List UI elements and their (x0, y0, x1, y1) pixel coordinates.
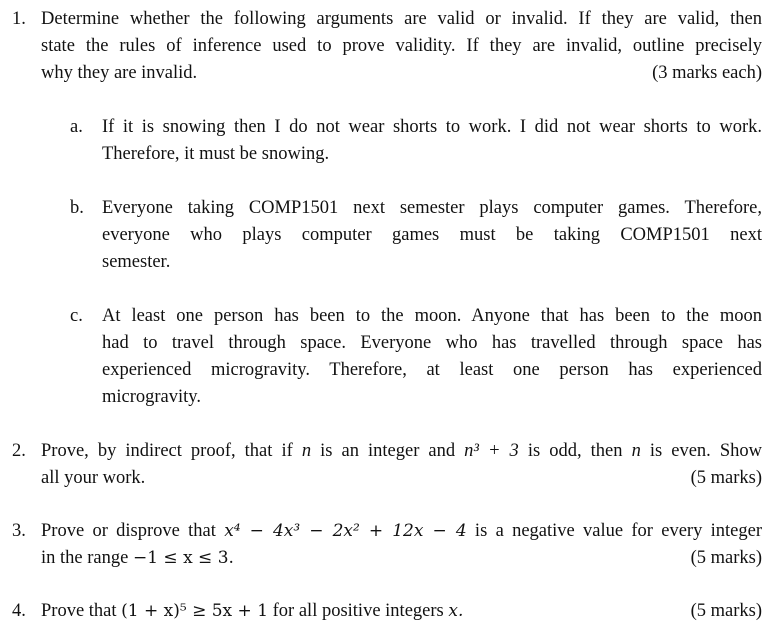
question-text-line: all your work. (41, 468, 146, 488)
question-number: 1. (12, 9, 26, 29)
question-text: is odd, then (518, 441, 632, 461)
part-text-line: Therefore, it must be snowing. (102, 144, 330, 164)
polynomial-expression: x⁴ − 4x³ − 2x² + 12x − 4 (224, 521, 467, 541)
question-last-line (41, 465, 762, 492)
question-text: in the range (41, 548, 133, 568)
question-1-part-c (70, 303, 762, 411)
marks-label: (5 marks) (690, 548, 762, 568)
question-last-line (41, 545, 762, 572)
question-3 (12, 518, 762, 572)
question-last-line (41, 598, 762, 625)
question-text-line: state the rules of inference used to prove validity. If they are invalid, outline precisely (41, 36, 762, 56)
question-text: Prove that (41, 601, 122, 621)
marks-label: (5 marks) (690, 468, 762, 488)
question-number: 3. (12, 521, 26, 541)
part-text-line: had to travel through space. Everyone who has travelled through space has (102, 333, 762, 353)
question-4 (12, 598, 762, 625)
part-text-line: experienced microgravity. Therefore, at least one person has experienced (102, 360, 762, 380)
question-1-part-b (70, 195, 762, 276)
question-2 (12, 438, 762, 492)
part-text-line: At least one person has been to the moon. Anyone that has been to the moon (102, 306, 762, 326)
variable-n: n (301, 441, 312, 461)
question-number: 4. (12, 601, 26, 621)
question-text: is an integer and (311, 441, 465, 461)
question-number: 2. (12, 441, 26, 461)
question-text: Prove, by indirect proof, that if (41, 441, 302, 461)
question-1 (12, 6, 762, 87)
inequality-expression: (1 + x)⁵ ≥ 5x + 1 (121, 601, 269, 621)
variable-n: n (631, 441, 641, 461)
marks-label: (5 marks) (690, 601, 762, 621)
question-text-line (41, 518, 762, 545)
part-letter: c. (70, 306, 83, 326)
question-last-line (41, 60, 762, 87)
cube-expression: n³ + 3 (464, 441, 519, 461)
range-expression: −1 ≤ x ≤ 3. (132, 548, 234, 568)
question-text: is a negative value for every integer (466, 521, 762, 541)
part-letter: b. (70, 198, 84, 218)
part-text-line: microgravity. (102, 387, 201, 407)
variable-x: x. (448, 601, 464, 621)
question-1-part-a (70, 114, 762, 168)
part-text-line: Everyone taking COMP1501 next semester plays computer games. Therefore, (102, 198, 762, 218)
question-text-line: Determine whether the following arguments are valid or invalid. If they are valid, then (41, 9, 762, 29)
question-text-line (41, 438, 762, 465)
question-text: is even. Show (640, 441, 762, 461)
question-text: for all positive integers (268, 601, 449, 621)
marks-label: (3 marks each) (652, 63, 762, 83)
question-text-line: why they are invalid. (41, 63, 198, 83)
question-text: Prove or disprove that (41, 521, 225, 541)
part-text-line: semester. (102, 252, 171, 272)
part-text-line: If it is snowing then I do not wear shorts to work. I did not wear shorts to work. (102, 117, 762, 137)
part-text-line: everyone who plays computer games must be taking COMP1501 next (102, 225, 762, 245)
part-letter: a. (70, 117, 83, 137)
